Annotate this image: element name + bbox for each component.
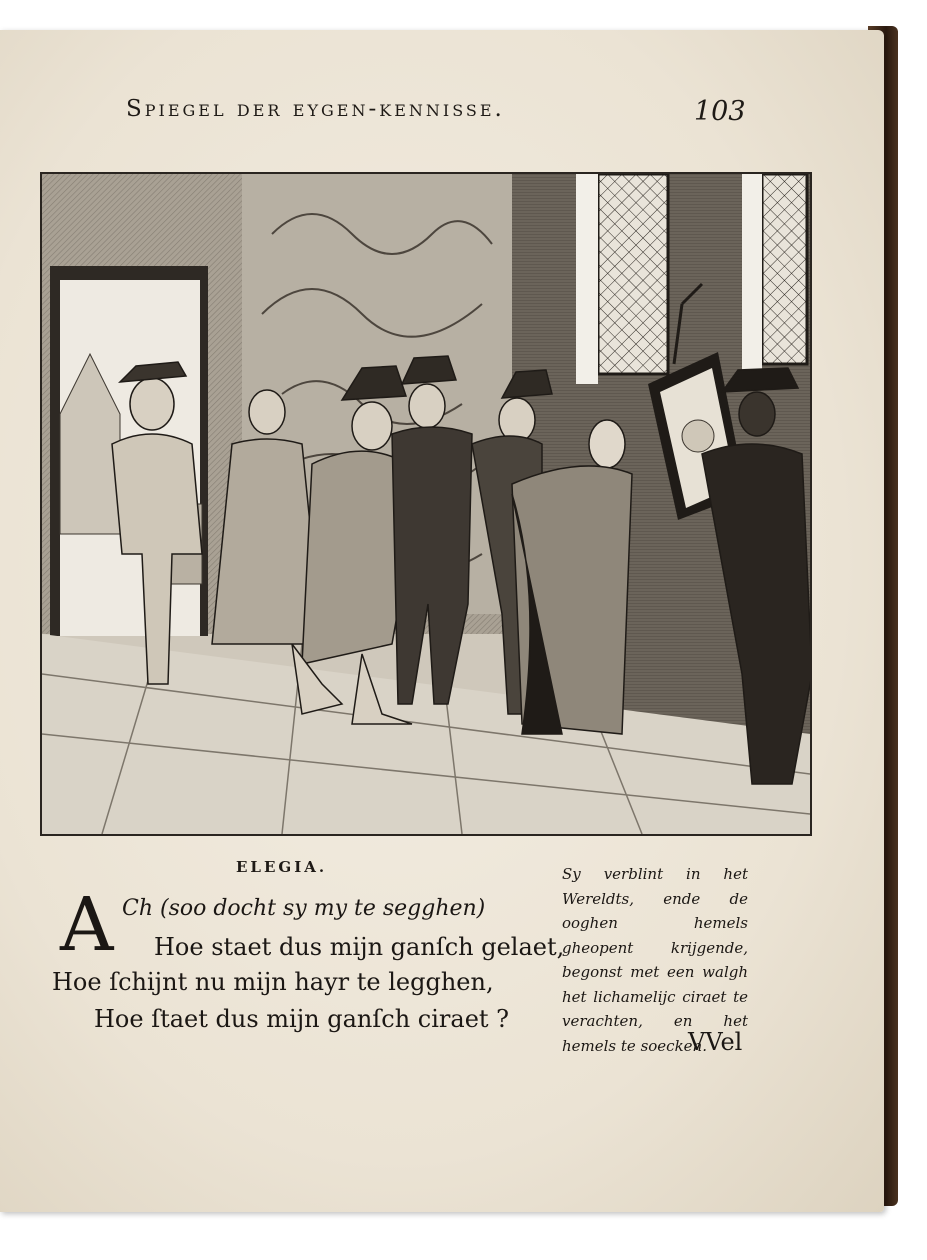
poem-line: Hoe ſchijnt nu mijn hayr te legghen, [52,968,494,996]
engraving-illustration [40,172,812,836]
page-number: 103 [694,96,746,127]
poem-line: Hoe ſtaet dus mijn ganſch ciraet ? [94,1005,510,1033]
poem-line: Ch (soo docht sy my te segghen) [122,896,486,921]
running-head: Spiegel der eygen-kennisse. [126,96,505,122]
poem-line: Hoe staet dus mijn ganſch gelaet, [154,933,565,961]
engraving-icon [42,174,810,834]
catchword: VVel [688,1028,743,1056]
caption: ELEGIA. [236,858,328,876]
marginal-note: Sy verblint in het Wereldts, ende de ooghen hemels gheopent krijgende, begonst met een walgh het lichamelijc ciraet te verachten, en het hemels te soecken. [562,865,748,1055]
drop-cap: A [60,882,114,968]
